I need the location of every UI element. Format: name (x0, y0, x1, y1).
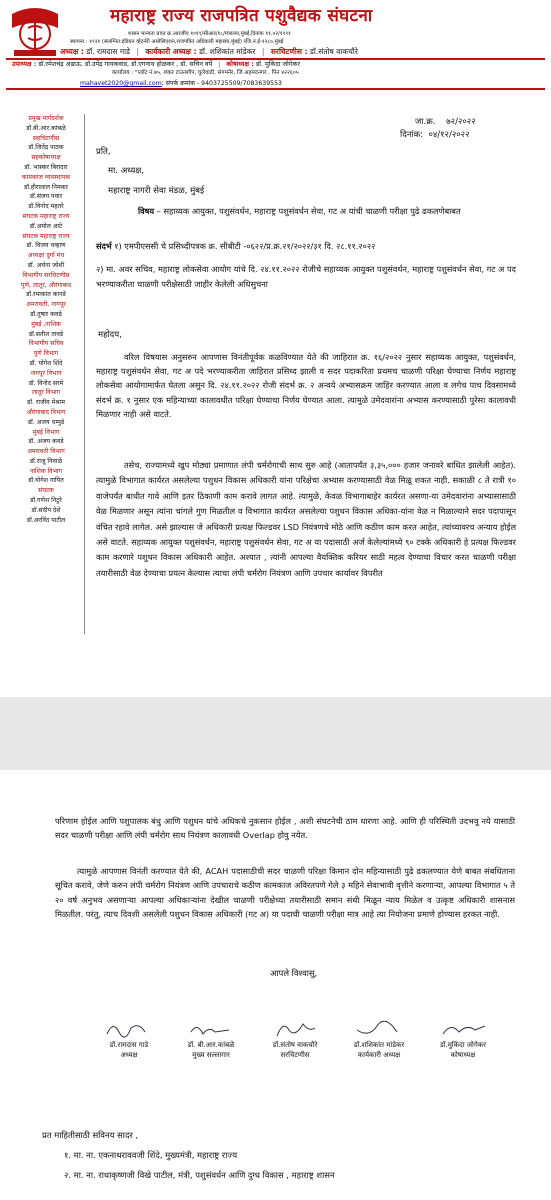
subject: विषय – सहाय्यक आयुक्त, पशुसंवर्धन, महाराष्ट्र पशुसंवर्धन सेवा, गट अ यांची चाळणी परीक्षा पुढे ढकलणेबाबत (138, 206, 461, 216)
closing: आपले विश्वासु, (270, 968, 318, 978)
sidebar-entry: अमरावती विभाग (27, 448, 65, 456)
sidebar-entry: संघटक महाराष्ट्र राज्य (22, 212, 70, 220)
sidebar-entry: डॉ.जितेंद्र पाठक (28, 144, 64, 152)
cc-label: प्रत माहितीसाठी सविनय सादर , (42, 1130, 139, 1140)
sidebar-entry: डॉ.अमोल आटे (29, 222, 63, 230)
paragraph-2: तसेच, राज्यामध्ये खुप मोठ्या प्रमाणात लंपी चर्मरोगाची साथ सुरु आहे (आतापर्यंत ३,३५,००० हजार जनावरे बाधित झालेली आहेत). त्यामुळे विभागात कार्यरत असलेल्या पशुधन विकास अधिकारी यांना परिक्षेचा अभ्यास करण्यासाठी वेळ मिळू शकत नाही. सकाळी ८ ते रात्री १० वाजेपर्यंत बाधीत गावे आणि इतर ठिकाणी काम करावे लागत आहे. त्यामुळे, केवळ विभागाबाहेर कार्यरत असणा-या उमेदवारांना अभ्यासासाठी वेळ मिळणार असून त्यांना चांगले गुण मिळतील व विभागात कार्यरत असलेल्या पशुधन विकास अधिका-यांना वेळ न मिळाल्याने सदर पदापासून वंचित रहावे लागेल. असे झाल्यास जे अधिकारी प्रत्यक्ष फिल्डवर LSD नियंत्रणचे मोठे आणि कठीण काम करत आहेत, त्यांच्यावरच अन्याय होईल असे वाटते. सहाय्यक आयुक्त पशुसंवर्धन, महाराष्ट्र पशुसंवर्धन सेवा, गट अ या पदासाठी अर्ज केलेल्यांमध्ये ९० टक्के अधिकारी हे प्रत्यक्ष फिल्डवर काम करणारे पशुधन विकास अधिकारी आहेत. अश्यात , त्यांनी आपल्या वैयक्तिक करियर साठी महत्व देण्याचा विचार करत चाळणी परीक्षा तयारीसाठी वेळ देण्याचा प्रयत्न केल्यास त्याचा लंपी चर्मरोग नियंत्रण आणि उपचार कार्यावर विपरीत (96, 460, 516, 578)
reference-1: संदर्भ १) एमपीएससी चे प्रसिध्दीपत्रक क्र. सीबीटी -०६२२/प्र.क्र.२१/२०२२/३१ दि. २८.११.२०२२ (96, 241, 376, 251)
sidebar-entry: अमरावती, नागपूर (26, 301, 66, 309)
to-line: प्रति, (96, 147, 111, 157)
sidebar-entry: कामकाज व्यवस्थापक (21, 173, 71, 181)
office-bearers-row-2: उपाध्यक्ष : डॉ.रमेशचंद्र अढाऊ, डॉ.उपेंद्र गायकवाड, डॉ.एगनाथ होळकर , डॉ. सचिन वर्पे | कोषाध्यक्ष : डॉ. मुकिंदा जोगेकर (12, 60, 300, 68)
sidebar-entry: सहचिटणीस (32, 134, 60, 142)
sidebar-entry: औरंगाबाद विभाग (26, 408, 66, 416)
signatory-name: डॉ.रामदास गाडे (109, 1041, 149, 1049)
sidebar-entry: डॉ. योगेश शिंदे (29, 359, 63, 367)
signatory-3 (252, 1018, 338, 1060)
signatory-role: सरचिटणीस (280, 1051, 310, 1059)
signatory-role: मुख्य सल्लागार (192, 1051, 230, 1059)
signature-icon (168, 1018, 254, 1040)
office-name: डॉ. शशिकांत मांडेकर (199, 47, 256, 56)
sidebar-entry: डॉ.गणेश निटुरे (30, 497, 62, 505)
establishment-line: स्थापना : १९२१ (संलग्नित:इंडियन व्हेटर्नरी असोसिएशन,राजपत्रित अधिकारी महासंघ,मुंबई) रजि.नं.ई-१२८०,मुंबई (70, 39, 284, 45)
office-address: कार्यालय : "प्लॉट नं.७५, शंकर टाउनशीप, घुलेवाडी, संगमनेर, जि.अहमदनगर . पिन ४२२६०५ (112, 70, 299, 76)
org-title: महाराष्ट्र राज्य राजपत्रित पशुवैद्यक संघटना (110, 6, 373, 26)
sidebar-entry: विभागीय सचिव (28, 340, 64, 348)
sidebar-entry: नाशिक विभाग (29, 467, 63, 475)
signatory-name: डॉ.मुकिंदा जोगेकर (439, 1041, 487, 1049)
sidebar-entry: सहकोषाध्यक्ष (31, 154, 61, 162)
office-name: डॉ. मुकिंदा जोगेकर (255, 60, 300, 68)
sidebar-entry: डॉ. विजय चव्हाण (26, 242, 66, 250)
contact-line (80, 78, 282, 87)
sidebar-entry: डॉ.राजू निवाळे (29, 457, 63, 465)
sidebar-entry: डॉ.हीरालाल निमकर (24, 183, 68, 191)
sidebar-entry: डॉ.संजय पवार (29, 193, 63, 201)
office-name: डॉ.रमेशचंद्र अढाऊ, डॉ.उपेंद्र गायकवाड, डॉ.एगनाथ होळकर , डॉ. सचिन वर्पे (38, 60, 213, 68)
office-name: डॉ.संतोष वाकचौरे (309, 47, 358, 56)
sidebar-entry: डॉ.बी.आर.कांबळे (26, 124, 66, 132)
signatory-name: डॉ.संतोष वाकचौरे (272, 1041, 318, 1049)
registration-line: शासन मान्यता प्राप्त क्र.आरजीए १०१९/सीआर/१८/मंत्रालय,मुंबई,दिनांक ११.०२/१९९१ (128, 31, 291, 37)
sidebar-entry: मुंबई ,नाशिक (31, 320, 61, 328)
cc-item: २. मा. ना. राधाकृष्णजी विखे पाटील, मंत्री, पशुसंवर्धन आणि दुग्ध विकास , महाराष्ट्र शासन (64, 1170, 335, 1180)
addressee: मा. अध्यक्ष, (108, 166, 145, 176)
signature-icon (420, 1018, 506, 1040)
signature-icon (86, 1018, 172, 1040)
sidebar-entry: मुंबई विभाग (32, 428, 60, 436)
sidebar-entry: डॉ. अजय कवडे (28, 438, 64, 446)
sidebar-entry: डॉ.सतीश तावडे (28, 330, 64, 338)
office-label: सरचिटणीस : (270, 47, 308, 56)
signatory-role: अध्यक्ष (120, 1051, 138, 1059)
office-label: अध्यक्ष : (60, 47, 84, 56)
signatory-role: कोषाध्यक्ष (450, 1051, 476, 1059)
signatory-1 (86, 1018, 172, 1060)
paragraph-4: त्यामुळे आपणास विनंती करण्यात येते की, ACAH पदासाठीची सदर चाळणी परिक्षा किमान दोन महिन्यासाठी पुढे ढकलण्यात येणे बाबत संबधिताना सूचित करावे, जेणे करुन लंपी चर्मरोग नियंत्रण आणि उपचाराचे कठीण कामकाज अविरतपणे गेले ३ महिने सेवाभावी वृत्तीने करणाऱ्या, आपल्या विभागात ५ ते २० वर्ष अनुभव असणाऱ्या आपल्या अधिकाऱ्यांना देखील चाळणी परीक्षेच्या तयारीसाठी समान संधी मिळून न्याय मिळेल व उत्कृष्ट अधिकारी शासनास मिळतील. परंतु, त्याच दिवशी असलेली पशुधन विकास अधिकारी (गट अ) या पदाची चाळणी परीक्षा मात्र आहे त्या नियोजना प्रमाणे होण्यास हरकत नाही. (55, 866, 515, 920)
cc-item: १. मा. ना. एकनाथराववजी शिंदे, मुख्यमंत्री, महाराष्ट्र राज्य (64, 1150, 238, 1160)
sidebar-entry: लातूर विभाग (31, 389, 61, 397)
phone-numbers: ; संपर्क क्रमांक - 9403725509/7083639553 (161, 80, 282, 87)
sidebar-entry: डॉ.संदीप देशे (31, 506, 61, 514)
office-label: उपाध्यक्ष : (12, 60, 37, 68)
association-logo (6, 4, 64, 58)
signatory-4 (336, 1018, 422, 1060)
addressee-org: महाराष्ट्र नागरी सेवा मंडळ, मुंबई (108, 186, 205, 196)
sidebar-entry: डॉ. भास्कर बिरादार (24, 163, 68, 171)
sidebar-entry: डॉ.अरविंद पाटील (26, 516, 66, 524)
letter-date: दिनांक: ०४/१२/२०२२ (400, 130, 470, 140)
office-label: कोषाध्यक्ष : (226, 60, 254, 68)
salutation: महोदय, (98, 330, 122, 340)
sidebar-entry: संघटक (38, 487, 54, 495)
office-label: कार्यकारी अध्यक्ष : (145, 47, 197, 56)
sidebar-entry: डॉ. राजीव मेश्राम (27, 399, 65, 407)
signatory-name: डॉ.शशिकांत मांडेकर (353, 1041, 405, 1049)
sidebar-entry: डॉ.तुषार कवडे (30, 310, 62, 318)
signatory-name: डॉ. बी.आर.कांबळे (187, 1041, 235, 1049)
signatory-role: कार्यकारी अध्यक्ष (357, 1051, 401, 1059)
office-bearers-row-1: अध्यक्ष : डॉ. रामदास गाडे | कार्यकारी अध्यक्ष : डॉ. शशिकांत मांडेकर | सरचिटणीस : डॉ.संतोष वाकचौरे (60, 47, 358, 56)
signatory-2 (168, 1018, 254, 1060)
sidebar-entry: पुणे, लातूर, औरंगाबाद (20, 281, 72, 289)
sidebar-entry: अध्यक्षा दुर्गा मंच (27, 252, 65, 260)
sidebar-entry: प्रमुख मार्गदर्शक (28, 115, 64, 122)
signature-icon (336, 1018, 422, 1040)
signature-icon (252, 1018, 338, 1040)
sidebar-entry: नागपूर विभाग (30, 369, 62, 377)
sidebar-entry: डॉ. अजय धम्पुडे (27, 418, 65, 426)
letter-page-2 (0, 770, 551, 1200)
signatory-5 (420, 1018, 506, 1060)
reference-number: जा.क्र. ७२/२०२२ (415, 117, 476, 127)
sidebar-entry: डॉ. अर्चना जोशी (27, 261, 65, 269)
reference-2: २) मा. अवर सचिव, महाराष्ट्र लोकसेवा आयोग यांचे दि. २४.११.२०२२ रोजीचे सहाय्यक आयुक्त पशुसंवर्धन, महाराष्ट्र पशुसंवर्धन सेवा, गट अ पद भरण्याकरीता चाळणी परीक्षेसाठी जाहीर केलेली अधिसुचना (96, 264, 516, 289)
sidebar-entry: डॉ.विनोद महतरे (28, 203, 64, 211)
sidebar-entry: विभागीय सरचिटणीस (22, 271, 70, 279)
sidebar-entry: संघटक महाराष्ट्र राज्य (22, 232, 70, 240)
sidebar-entry: डॉ. विनोद सरमे (28, 379, 64, 387)
paragraph-1: वरिल विषयास अनुसरुन आपणास विनंतीपूर्वक कळविण्यात येते की जाहिरात क्र. १६/२०२२ नुसार सहाय्यक आयुक्त, पशुसंवर्धन, महाराष्ट्र पशुसंवर्धन सेवा, गट अ पदे भरण्याकरीता जाहिरात प्रसिध्द झाली व सदर पदाकरिता प्रथमच चाळणी परिक्षा घेण्याचा निर्णय महाराष्ट्र लोकसेवा आयोगामार्फत घेतला असुन दि. २४.११.२०२२ रोजी संदर्भ क्र. २ अन्वये अभ्यासक्रम जाहिर करण्यात आला व लगेच पाच दिवसामध्ये संदर्भ क्र. १ नुसार एक महिन्याच्या कालावधीत परिक्षा घेण्याचा निर्णय घेण्यात आला. त्यामुळे उमेदवारांना अभ्यास करण्यासाठी पुरेसा कालावधी मिळणार नाही असे वाटते. (96, 352, 516, 419)
sidebar-entry: डॉ.योगेश गायित (28, 477, 64, 485)
divider (6, 88, 545, 90)
sidebar-entry: पुणे विभाग (33, 350, 59, 358)
email-link[interactable]: mahavet2020@gmail.com (80, 80, 162, 87)
paragraph-3: परिणाम होईल आणि पशुपालक बंधु आणि पशुधन यांचे अधिकचे नुकसान होईल , अशी संघटनेची ठाम धारणा आहे. आणि ही परिस्थिती उदभवू नये यासाठी सदर चाळणी परीक्षा आणि लंपी चर्मरोग साथ नियंत्रण कालावधी Overlap होवु नयेत. (55, 816, 515, 841)
office-name: डॉ. रामदास गाडे (86, 47, 131, 56)
sidebar-entry: डॉ.रमाकांत कानडे (26, 291, 66, 299)
office-bearers-sidebar (8, 114, 85, 634)
